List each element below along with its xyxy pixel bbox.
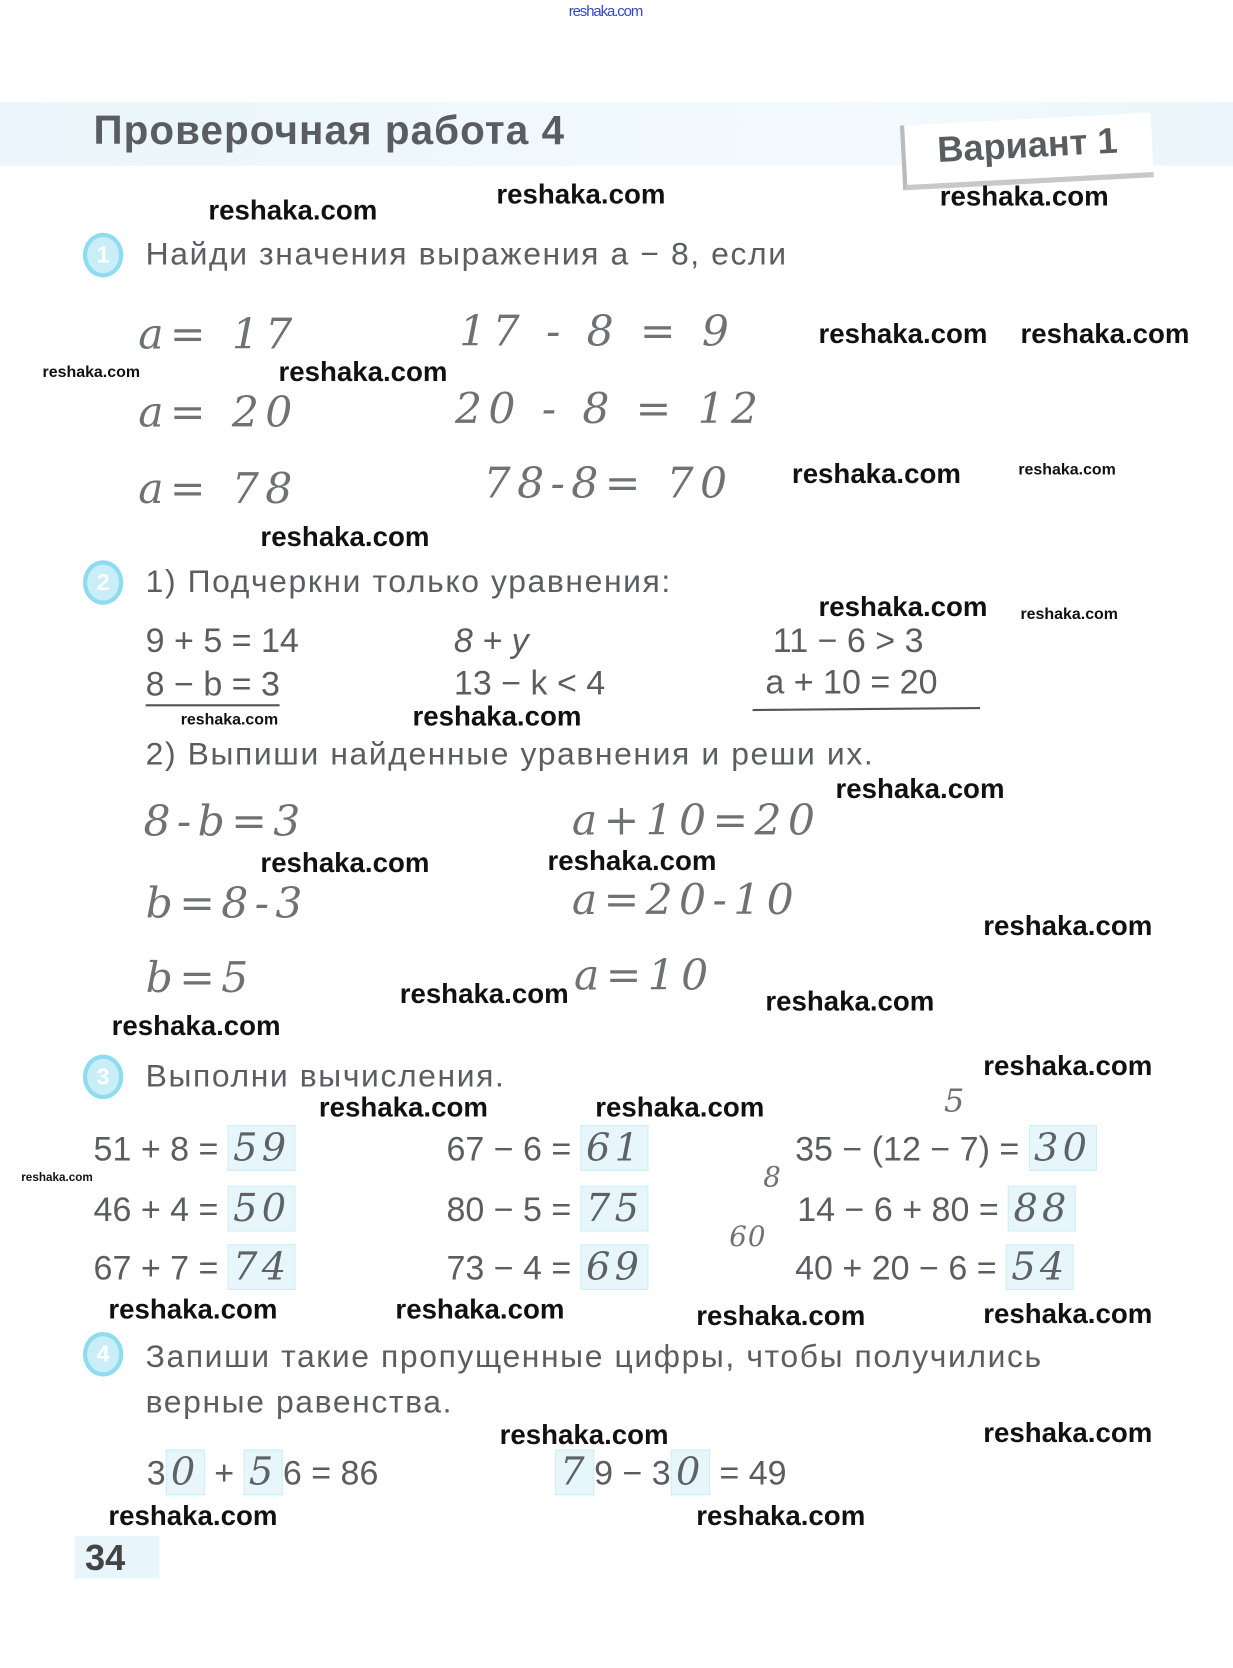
watermark: reshaka.com: [318, 1091, 488, 1124]
watermark: reshaka.com: [696, 1499, 866, 1532]
calc-item: [446, 1186, 648, 1232]
handwritten-note: 60: [729, 1221, 767, 1254]
watermark: reshaka.com: [791, 457, 961, 490]
solution-line: b=5: [145, 953, 255, 1003]
solution-line: a=20-10: [571, 875, 801, 925]
solution-line: a+10=20: [571, 796, 822, 846]
solution-line: b=8-3: [145, 879, 309, 928]
task4-line2: верные равенства.: [145, 1385, 454, 1421]
calc-item: [446, 1125, 648, 1171]
answer-box[interactable]: 50: [228, 1186, 296, 1232]
watermark: reshaka.com: [208, 193, 378, 226]
variant-label: [900, 113, 1154, 191]
calc-expression: 35 − (12 − 7) =: [795, 1129, 1020, 1168]
watermark: reshaka.com: [983, 1416, 1153, 1449]
watermark: reshaka.com: [818, 590, 988, 623]
calc-item: [94, 1186, 296, 1232]
watermark: reshaka.com: [108, 1499, 278, 1532]
equation-underlined: 8 − b = 3: [146, 665, 280, 706]
page-number-block: [74, 1536, 159, 1579]
watermark: reshaka.com: [496, 178, 666, 210]
answer-box[interactable]: 74: [228, 1244, 296, 1290]
task2-part1: 1) Подчеркни только уравнения:: [145, 564, 672, 600]
task2-part2: 2) Выпиши найденные уравнения и реши их.: [145, 736, 875, 772]
task-number-4: 4: [83, 1332, 123, 1377]
task1-text: Найди значения выражения a − 8, если: [145, 237, 788, 273]
expression: 9 + 5 = 14: [145, 621, 299, 660]
handwritten-note: 5: [943, 1082, 971, 1120]
watermark: reshaka.com: [818, 317, 988, 350]
watermark: reshaka.com: [260, 846, 430, 879]
answer-box[interactable]: 30: [1029, 1125, 1097, 1171]
task1-answer: 17 - 8 = 9: [459, 307, 736, 357]
answer-box[interactable]: 59: [228, 1125, 296, 1171]
watermark: reshaka.com: [42, 363, 141, 382]
watermark: reshaka.com: [1020, 605, 1118, 624]
solution-line: 8-b=3: [143, 797, 307, 847]
digit-equation-1: [147, 1449, 379, 1495]
calc-expression: 80 − 5 =: [446, 1190, 572, 1229]
watermark: reshaka.com: [835, 772, 1005, 805]
calc-item: [795, 1244, 1074, 1290]
watermark: reshaka.com: [1018, 460, 1116, 479]
watermark: reshaka.com: [111, 1009, 281, 1042]
watermark: reshaka.com: [180, 710, 279, 729]
operator: +: [214, 1453, 235, 1492]
digit-box[interactable]: 5: [244, 1449, 283, 1495]
variant-text: Вариант 1: [936, 120, 1119, 171]
watermark: reshaka.com: [21, 1171, 93, 1185]
expression: 13 − k < 4: [453, 663, 606, 703]
page-number: 34: [85, 1538, 126, 1579]
watermark: reshaka.com: [547, 844, 717, 877]
calc-expression: 40 + 20 − 6 =: [795, 1248, 997, 1287]
underline: [753, 707, 980, 711]
watermark: reshaka.com: [765, 984, 935, 1017]
task1-answer: 20 - 8 = 12: [454, 384, 765, 434]
watermark: reshaka.com: [983, 909, 1153, 942]
watermark: reshaka.com: [278, 355, 448, 388]
digit-box[interactable]: 7: [555, 1449, 594, 1495]
task-number-1: 1: [83, 233, 123, 278]
watermark: reshaka.com: [595, 1091, 765, 1124]
answer-box[interactable]: 54: [1006, 1244, 1074, 1290]
calc-expression: 51 + 8 =: [93, 1129, 219, 1168]
calc-item: [446, 1244, 648, 1290]
calc-item: [797, 1186, 1076, 1232]
digit: 3: [146, 1453, 166, 1492]
task-number-2: 2: [83, 560, 123, 605]
digit-equation-2: [555, 1449, 787, 1495]
calc-expression: 73 − 4 =: [446, 1248, 572, 1287]
digit-box[interactable]: 0: [166, 1449, 205, 1495]
task-number-3: 3: [83, 1054, 123, 1099]
watermark: reshaka.com: [1020, 317, 1190, 350]
page-title: Проверочная работа 4: [93, 108, 566, 154]
answer-box[interactable]: 61: [581, 1125, 649, 1171]
task1-answer: 78-8= 70: [483, 459, 734, 509]
equation-rest: = 49: [719, 1453, 787, 1492]
calc-expression: 46 + 4 =: [93, 1190, 219, 1229]
calc-expression: 14 − 6 + 80 =: [797, 1190, 999, 1229]
watermark: reshaka.com: [696, 1299, 866, 1332]
calc-item: [94, 1244, 296, 1290]
watermark: reshaka.com: [939, 180, 1109, 213]
watermark: reshaka.com: [260, 520, 430, 553]
watermark: reshaka.com: [983, 1049, 1153, 1082]
top-watermark: reshaka.com: [568, 2, 643, 20]
digit-box[interactable]: 0: [671, 1449, 710, 1495]
watermark: reshaka.com: [395, 1293, 565, 1326]
task4-line1: Запиши такие пропущенные цифры, чтобы получились: [145, 1339, 1043, 1375]
expression: 11 − 6 > 3: [772, 621, 924, 660]
task1-given: a= 78: [138, 464, 299, 514]
answer-box[interactable]: 75: [581, 1186, 649, 1232]
answer-box[interactable]: 88: [1008, 1186, 1076, 1232]
watermark: reshaka.com: [399, 977, 569, 1010]
equation-underlined: a + 10 = 20: [765, 662, 938, 702]
calc-item: [795, 1125, 1096, 1171]
answer-box[interactable]: 69: [581, 1244, 649, 1290]
equation-rest: 6 = 86: [282, 1453, 379, 1492]
task3-text: Выполни вычисления.: [145, 1058, 506, 1094]
watermark: reshaka.com: [412, 699, 582, 732]
handwritten-note: 8: [763, 1161, 788, 1194]
calc-item: [94, 1125, 296, 1171]
watermark: reshaka.com: [108, 1293, 278, 1326]
calc-expression: 67 − 6 =: [446, 1129, 572, 1168]
watermark: reshaka.com: [499, 1418, 669, 1451]
watermark: reshaka.com: [983, 1297, 1153, 1330]
expression: 8 + y: [453, 621, 529, 660]
task1-given: a= 17: [138, 310, 299, 360]
task1-given: a= 20: [138, 387, 299, 437]
calc-expression: 67 + 7 =: [93, 1248, 219, 1287]
solution-line: a=10: [574, 951, 715, 1001]
equation-part: 9 − 3: [594, 1453, 671, 1492]
